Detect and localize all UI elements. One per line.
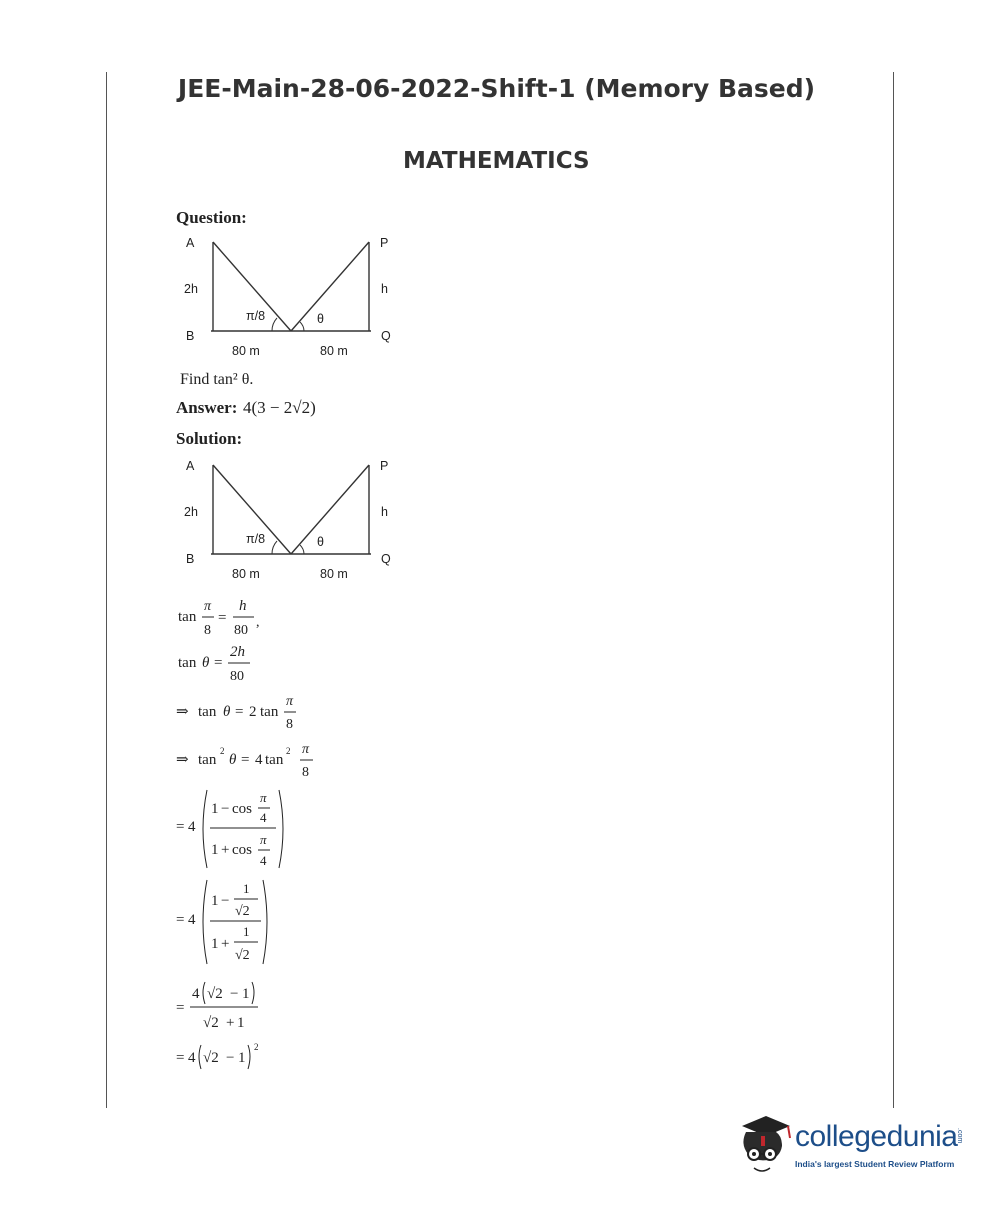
svg-text:θ: θ (202, 655, 210, 671)
left-margin-line (106, 72, 107, 1108)
equation-implies-2 (176, 738, 326, 782)
label-b: B (186, 329, 195, 343)
label-p: P (380, 236, 389, 250)
svg-text:4: 4 (260, 810, 267, 825)
svg-text:=: = (241, 752, 250, 768)
svg-text:=: = (176, 912, 185, 928)
answer-label: Answer: (176, 398, 238, 417)
right-angle-label: θ (317, 535, 324, 549)
svg-text:π: π (204, 599, 212, 614)
right-base-label: 80 m (320, 567, 348, 581)
svg-text:1: 1 (211, 801, 219, 817)
svg-text:1: 1 (211, 893, 219, 909)
svg-text:+: + (221, 842, 230, 858)
left-base-label: 80 m (232, 567, 260, 581)
brand-tagline: India's largest Student Review Platform (795, 1159, 955, 1169)
equation-tan-pi-8 (176, 596, 276, 640)
svg-text:4: 4 (188, 1050, 196, 1066)
label-h: h (381, 282, 388, 296)
label-q: Q (381, 329, 391, 343)
right-sightline (291, 242, 369, 331)
svg-text:h: h (239, 598, 247, 614)
svg-text:−: − (230, 986, 239, 1002)
svg-text:π: π (302, 742, 310, 757)
answer-value: 4(3 − 2√2) (243, 398, 316, 417)
svg-text:,: , (256, 615, 260, 630)
svg-text:4: 4 (188, 819, 196, 835)
svg-text:√2: √2 (203, 1050, 219, 1066)
solution-label: Solution: (176, 429, 243, 448)
equation-cos-ratio (176, 786, 296, 872)
svg-text:1: 1 (211, 842, 219, 858)
label-p: P (380, 459, 389, 473)
svg-text:4: 4 (188, 912, 196, 928)
svg-text:cos: cos (232, 801, 252, 817)
svg-text:4: 4 (260, 853, 267, 868)
svg-text:θ: θ (229, 752, 237, 768)
label-q: Q (381, 552, 391, 566)
svg-text:1: 1 (243, 924, 250, 939)
svg-text:π: π (260, 832, 267, 847)
svg-text:+: + (226, 1015, 235, 1031)
svg-text:+: + (221, 936, 230, 952)
label-h: h (381, 505, 388, 519)
svg-text:=: = (176, 1050, 185, 1066)
svg-text:8: 8 (302, 765, 309, 780)
question-diagram (178, 234, 398, 359)
svg-text:4: 4 (255, 752, 263, 768)
equation-sqrt-ratio (176, 876, 276, 968)
svg-text:tan: tan (178, 655, 197, 671)
svg-text:π: π (286, 694, 294, 709)
label-2h: 2h (184, 505, 198, 519)
svg-text:θ: θ (223, 704, 231, 720)
svg-text:tan: tan (260, 704, 279, 720)
svg-text:1: 1 (211, 936, 219, 952)
right-angle-label: θ (317, 312, 324, 326)
equation-simplified (176, 976, 276, 1036)
svg-text:−: − (226, 1050, 235, 1066)
svg-text:80: 80 (234, 623, 248, 638)
svg-text:⇒: ⇒ (176, 752, 189, 768)
left-angle-label: π/8 (246, 309, 266, 323)
svg-text:√2: √2 (207, 986, 223, 1002)
svg-text:tan: tan (198, 704, 217, 720)
label-2h: 2h (184, 282, 198, 296)
right-angle-arc (300, 322, 304, 331)
right-base-label: 80 m (320, 344, 348, 358)
left-angle-arc (272, 541, 277, 554)
question-label: Question: (176, 208, 247, 227)
brand-tld: .com (956, 1128, 963, 1144)
svg-text:√2: √2 (235, 948, 250, 963)
svg-text:=: = (176, 819, 185, 835)
svg-text:1: 1 (242, 986, 250, 1002)
svg-text:2: 2 (249, 704, 257, 720)
svg-text:tan: tan (198, 752, 217, 768)
equation-final (176, 1040, 276, 1074)
svg-text:√2: √2 (203, 1015, 219, 1031)
left-base-label: 80 m (232, 344, 260, 358)
right-sightline (291, 465, 369, 554)
svg-text:tan: tan (265, 752, 284, 768)
svg-text:−: − (221, 893, 230, 909)
svg-text:=: = (218, 610, 227, 626)
page-title: JEE-Main-28-06-2022-Shift-1 (Memory Based) (177, 74, 816, 103)
svg-text:1: 1 (243, 881, 250, 896)
svg-text:tan: tan (178, 609, 197, 625)
brand-name: collegedunia (795, 1120, 958, 1153)
svg-text:2: 2 (286, 746, 291, 756)
svg-text:cos: cos (232, 842, 252, 858)
svg-text:√2: √2 (235, 904, 250, 919)
svg-text:1: 1 (237, 1015, 245, 1031)
equation-tan-theta (176, 642, 276, 686)
svg-text:8: 8 (286, 717, 293, 732)
right-margin-line (893, 72, 894, 1108)
svg-text:2: 2 (220, 746, 225, 756)
left-angle-label: π/8 (246, 532, 266, 546)
svg-text:2: 2 (254, 1042, 259, 1052)
svg-text:8: 8 (204, 623, 211, 638)
svg-text:1: 1 (238, 1050, 246, 1066)
svg-text:⇒: ⇒ (176, 704, 189, 720)
label-b: B (186, 552, 195, 566)
label-a: A (186, 236, 195, 250)
right-angle-arc (300, 545, 304, 554)
solution-diagram (178, 457, 398, 582)
label-a: A (186, 459, 195, 473)
svg-text:2h: 2h (230, 644, 245, 660)
svg-text:−: − (221, 801, 230, 817)
equation-implies-1 (176, 690, 306, 734)
question-prompt: Find tan² θ. (180, 371, 254, 388)
subject-heading: MATHEMATICS (403, 148, 590, 174)
left-angle-arc (272, 318, 277, 331)
svg-text:80: 80 (230, 669, 244, 684)
svg-text:4: 4 (192, 986, 200, 1002)
svg-text:=: = (214, 655, 223, 671)
svg-text:π: π (260, 790, 267, 805)
svg-text:=: = (235, 704, 244, 720)
svg-text:=: = (176, 1000, 185, 1016)
